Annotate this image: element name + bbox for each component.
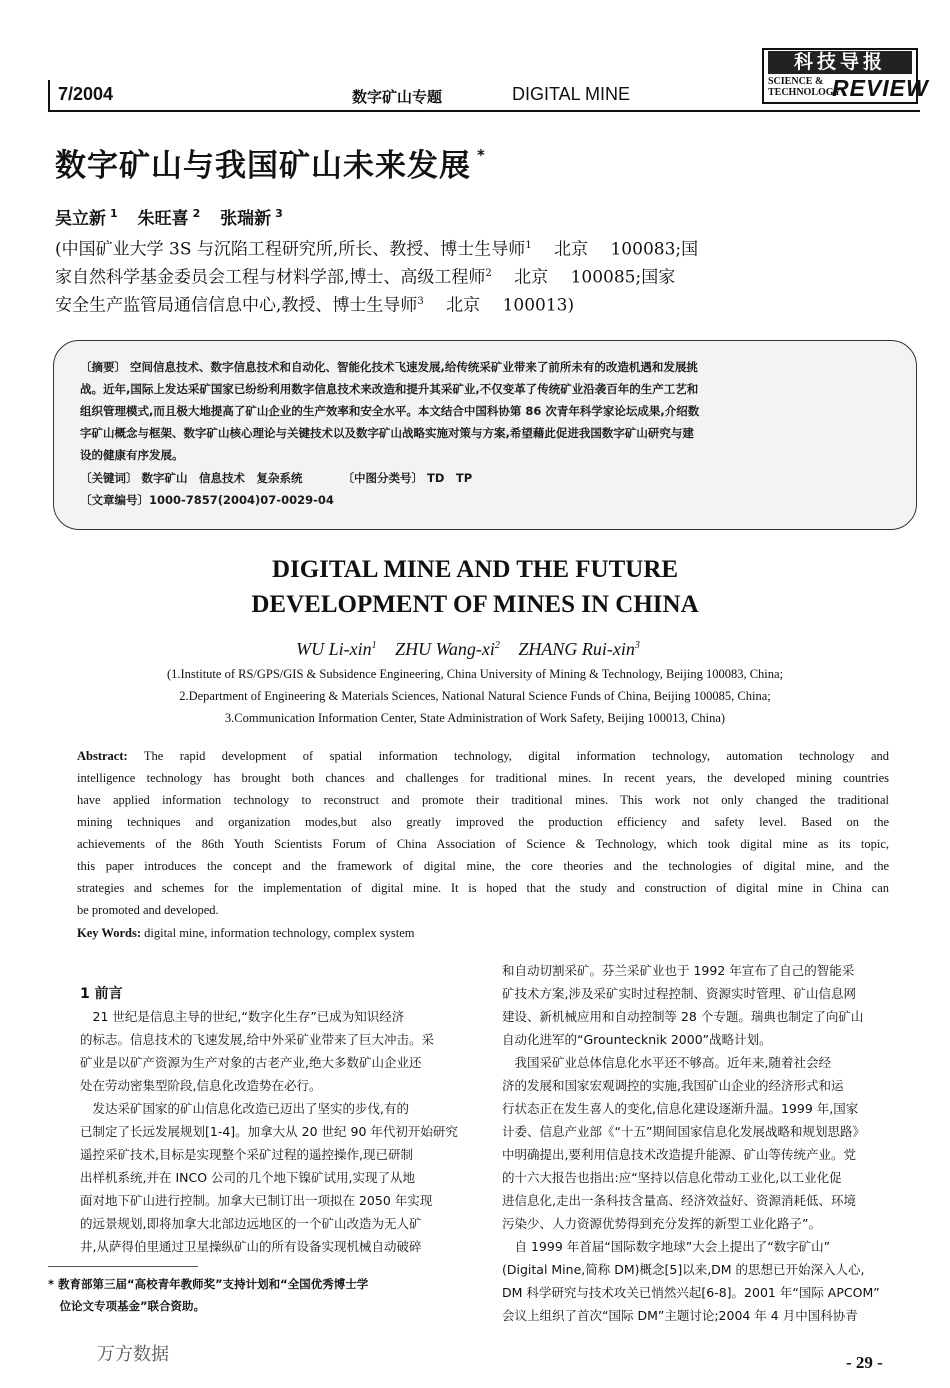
paper-title-cn: [55, 140, 486, 185]
right-column: [502, 959, 880, 1327]
affiliation-cn-line3-sup: 3: [417, 296, 424, 307]
body-line: 处在劳动密集型阶段,信息化改造势在必行。: [80, 1078, 322, 1093]
article-number: [80, 489, 334, 511]
body-line: 已制定了长远发展规划[1-4]。加拿大从 20 世纪 90 年代初开始研究: [80, 1124, 458, 1139]
keywords-en-label: Key Words:: [77, 926, 142, 940]
abstract-en-line: have applied information technology to reconstruct and promote their traditional mines. This work not only changed the traditional: [77, 793, 889, 807]
authors-en: [0, 639, 950, 660]
header-rule-left: [48, 80, 50, 111]
watermark: 万方数据: [97, 1344, 169, 1365]
header-rule: [48, 110, 920, 112]
body-line: 面对地下矿山进行控制。加拿大已制订出一项拟在 2050 年实现: [80, 1193, 433, 1208]
affiliation-cn-line1-sup: 1: [525, 240, 532, 251]
body-line: 污染少、人力资源优势得到充分发挥的新型工业化路子”。: [502, 1216, 821, 1231]
author-en-2-sup: 2: [494, 640, 500, 651]
body-line: 遥控采矿技术,目标是实现整个采矿过程的遥控操作,现已研制: [80, 1147, 413, 1162]
footnote-rule: [48, 1266, 198, 1267]
author-cn-3: 张瑞新: [220, 209, 272, 229]
left-column: [80, 1005, 458, 1258]
abstract-cn-line: 〔摘要〕 空间信息技术、数字信息技术和自动化、智能化技术飞速发展,给传统采矿业带来了前所未有的改造机遇和发展挑: [80, 360, 698, 374]
author-en-2: ZHU Wang-xi: [395, 639, 495, 659]
class-no-label: 〔中图分类号〕: [342, 471, 424, 485]
abstract-cn-line: 战。近年,国际上发达采矿国家已纷纷利用数字信息技术来改造和提升其采矿业,不仅变革了传统矿业沿袭百年的生产工艺和: [80, 382, 699, 396]
logo-review: REVIEW: [832, 75, 929, 101]
body-line: 济的发展和国家宏观调控的实施,我国矿山企业的经济形式和运: [502, 1078, 844, 1093]
body-line: 发达采矿国家的矿山信息化改造已迈出了坚实的步伐,有的: [80, 1101, 409, 1116]
affiliation-cn-line3: [55, 288, 917, 320]
footnote-line2: 位论文专项基金”联合资助。: [48, 1299, 206, 1313]
body-line: 自 1999 年首届“国际数字地球”大会上提出了“数字矿山”: [502, 1239, 831, 1254]
body-line: DM 科学研究与技术攻关已悄然兴起[6-8]。2001 年“国际 APCOM”: [502, 1285, 880, 1300]
body-line: 的十六大报告也指出:应“坚持以信息化带动工业化,以工业化促: [502, 1170, 842, 1185]
body-line: 井,从萨得伯里通过卫星操纵矿山的所有设备实现机械自动破碎: [80, 1239, 422, 1254]
body-line: 矿业是以矿产资源为生产对象的古老产业,绝大多数矿山企业还: [80, 1055, 422, 1070]
title-footnote-mark: *: [477, 146, 486, 164]
body-line: 建设、新机械应用和自动控制等 28 个专题。瑞典也制定了向矿山: [502, 1009, 864, 1024]
body-line: 和自动切割采矿。芬兰采矿业也于 1992 年宣布了自己的智能采: [502, 963, 855, 978]
body-line: 行状态正在发生喜人的变化,信息化建设逐渐升温。1999 年,国家: [502, 1101, 859, 1116]
abstract-en-text: The rapid development of spatial information technology, digital information technology, automation technology and: [143, 749, 889, 763]
affiliation-en-line: (1.Institute of RS/GPS/GIS & Subsidence Engineering, China University of Mining & Technology, Beijing 100083, China;: [166, 667, 784, 681]
abstract-en-line: this paper introduces the concept and the framework of digital mine, the core theories and the technologies of digital mine, and the: [77, 859, 889, 873]
affiliation-cn-line2-text: 家自然科学基金委员会工程与材料学部,博士、高级工程师: [55, 267, 486, 288]
keywords-en: [77, 926, 414, 941]
affiliation-cn-line1: [55, 232, 917, 264]
body-line: (Digital Mine,简称 DM)概念[5]以来,DM 的思想已开始深入人心,: [502, 1262, 865, 1277]
body-line: 自动化进军的“Grountecknik 2000”战略计划。: [502, 1032, 772, 1047]
author-en-3: ZHANG Rui-xin: [518, 639, 635, 659]
paper-title-en-line2: DEVELOPMENT OF MINES IN CHINA: [251, 591, 699, 618]
body-line: 会议上组织了首次“国际 DM”主题讨论;2004 年 4 月中国科协青: [502, 1308, 858, 1323]
journal-logo: [762, 48, 929, 104]
affiliation-cn-line2-sup: 2: [485, 268, 492, 279]
body-line: 计委、信息产业部《“十五”期间国家信息化发展战略和规划思路》: [502, 1124, 865, 1139]
affiliation-cn-line2-tail: 北京 100085;国家: [491, 267, 676, 288]
section-heading: 1 前言: [80, 986, 123, 1002]
abstract-en-line: intelligence technology has brought both chances and challenges for traditional mines. In recent years, the developed mining countries: [77, 771, 889, 785]
authors-cn: [55, 204, 297, 229]
body-line: 中明确提出,要利用信息技术改造提升能源、矿山等传统产业。党: [502, 1147, 856, 1162]
body-line: 出样机系统,并在 INCO 公司的几个地下镍矿试用,实现了从地: [80, 1170, 415, 1185]
affiliation-cn-line3-text: 安全生产监管局通信信息中心,教授、博士生导师: [55, 295, 418, 316]
footnote-line1: * 教育部第三届“高校青年教师奖”支持计划和“全国优秀博士学: [48, 1277, 369, 1291]
keywords-cn-value: 数字矿山 信息技术 复杂系统: [141, 471, 303, 485]
body-line: 矿技术方案,涉及采矿实时过程控制、资源实时管理、矿山信息网: [502, 986, 856, 1001]
affiliation-cn-line1-text: (中国矿业大学 3S 与沉陷工程研究所,所长、教授、博士生导师: [55, 239, 526, 260]
logo-cn-text: 科技导报: [768, 51, 912, 74]
logo-en-line1: SCIENCE &: [768, 76, 824, 87]
body-line: 进信息化,走出一条科技含量高、经济效益好、资源消耗低、环境: [502, 1193, 856, 1208]
affiliation-en-line: 3.Communication Information Center, State Administration of Work Safety, Beijing 100013, China): [224, 711, 726, 725]
affiliation-en-line: 2.Department of Engineering & Materials Sciences, National Natural Science Funds of China, Beijing 100085, China;: [179, 689, 771, 703]
keywords-en-value: digital mine, information technology, complex system: [144, 926, 415, 940]
article-number-label: 〔文章编号〕: [80, 493, 149, 507]
paper-title-en-line1: DIGITAL MINE AND THE FUTURE: [271, 556, 679, 583]
keywords-cn: [80, 467, 472, 489]
topic-cn: 数字矿山专题: [352, 88, 443, 106]
abstract-en-line: strategies and schemes for the implementation of digital mine. It is hoped that the study and construction of digital mine in China can: [77, 881, 889, 895]
abstract-en-line: achievements of the 86th Youth Scientists Forum of China Association of Science & Technology, which took digital mine as its topic,: [77, 837, 889, 851]
body-line: 的标志。信息技术的飞速发展,给中外采矿业带来了巨大冲击。采: [80, 1032, 434, 1047]
abstract-en-line: be promoted and developed.: [77, 903, 219, 917]
author-cn-1: 吴立新: [55, 209, 106, 229]
keywords-cn-label: 〔关键词〕: [80, 471, 138, 485]
affiliation-cn-line1-tail: 北京 100083;国: [531, 239, 699, 260]
author-en-1: WU Li-xin: [296, 639, 372, 659]
article-number-value: 1000-7857(2004)07-0029-04: [149, 493, 334, 507]
abstract-cn-line: 字矿山概念与框架、数字矿山核心理论与关键技术以及数字矿山战略实施对策与方案,希望藉此促进我国数字矿山研究与建: [80, 426, 694, 440]
abstract-en-line: mining techniques and organization modes,but also greatly improved the production efficiency and safety level. Based on the: [77, 815, 889, 829]
class-no-value: TD TP: [427, 471, 473, 485]
affiliation-cn-line2: [55, 260, 917, 292]
author-cn-2: 朱旺喜: [137, 209, 189, 229]
body-line: 我国采矿业总体信息化水平还不够高。近年来,随着社会经: [502, 1055, 831, 1070]
abstract-en-line: [77, 745, 889, 767]
affiliation-cn-line3-tail: 北京 100013): [423, 295, 575, 316]
author-en-3-sup: 3: [634, 640, 640, 651]
body-line: 的远景规划,即将加拿大北部边远地区的一个矿山改造为无人矿: [80, 1216, 422, 1231]
author-cn-2-sup: 2: [192, 207, 201, 221]
abstract-en-label: Abstract:: [77, 749, 128, 763]
logo-en-line2: TECHNOLOGY: [768, 87, 841, 98]
author-cn-1-sup: 1: [110, 207, 118, 221]
abstract-cn-line: 组织管理模式,而且极大地提高了矿山企业的生产效率和安全水平。本文结合中国科协第 86 次青年科学家论坛成果,介绍数: [80, 404, 700, 418]
issue-number: 7/2004: [58, 84, 114, 104]
abstract-cn-line: 设的健康有序发展。: [80, 448, 184, 462]
author-en-1-sup: 1: [371, 640, 377, 651]
body-line: 21 世纪是信息主导的世纪,“数字化生存”已成为知识经济: [80, 1009, 405, 1024]
page-number: - 29 -: [846, 1353, 883, 1372]
topic-en: DIGITAL MINE: [512, 84, 631, 104]
author-cn-3-sup: 3: [275, 207, 283, 221]
title-cn-text: 数字矿山与我国矿山未来发展: [55, 148, 471, 184]
